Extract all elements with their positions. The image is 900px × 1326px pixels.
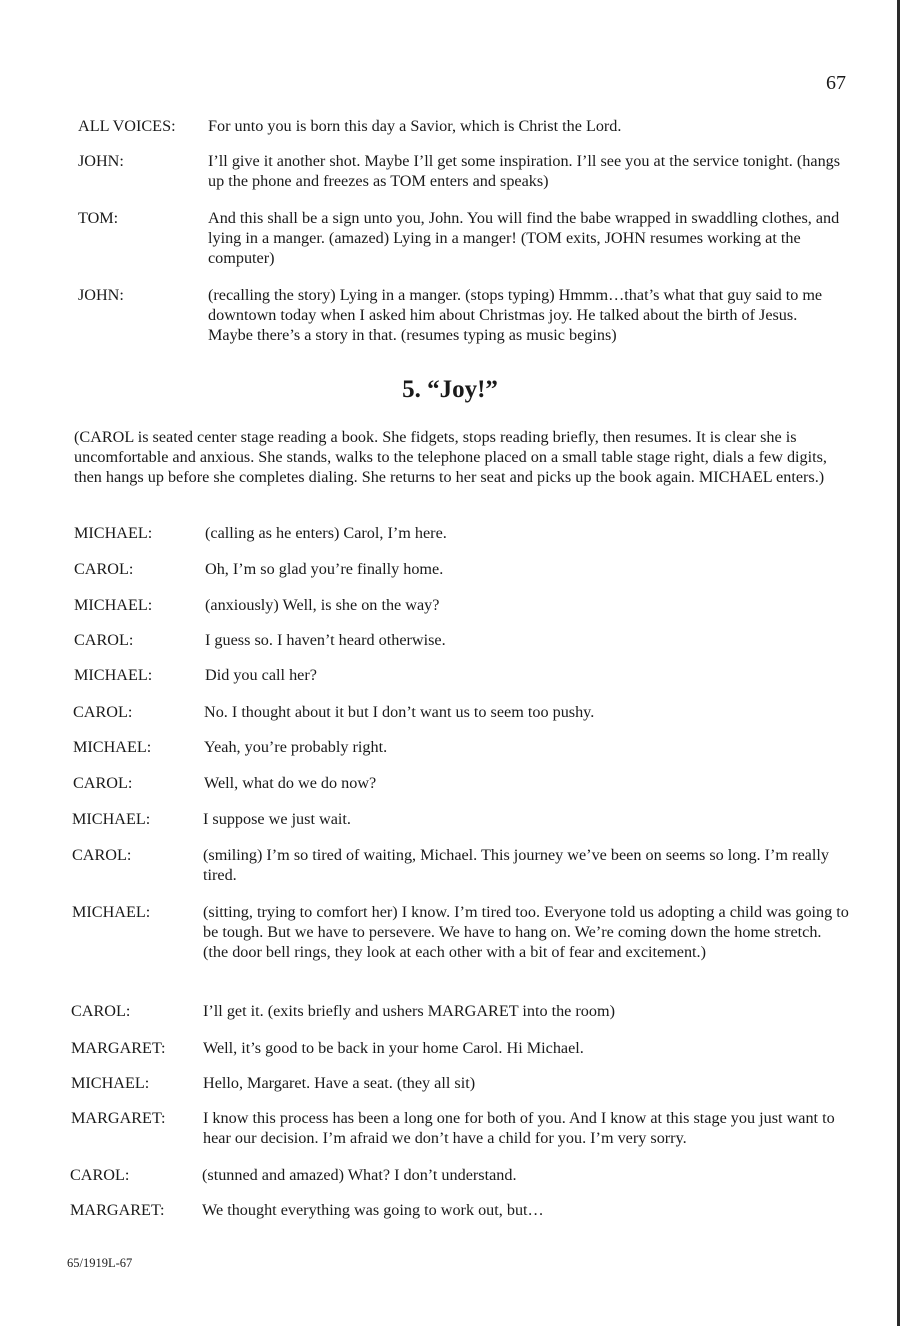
dialogue-line xyxy=(78,285,846,345)
speaker-label: MICHAEL: xyxy=(74,596,153,614)
dialogue-text: I suppose we just wait. xyxy=(203,810,351,828)
dialogue-line xyxy=(78,116,846,136)
dialogue-text: I know this process has been a long one for both of you. And I know at this stage you just want to hear our decision. I’m afraid we don’t have a child for you. I’m very sorry. xyxy=(203,1109,835,1147)
speaker-label: TOM: xyxy=(78,209,119,227)
speaker-label: CAROL: xyxy=(73,774,133,792)
dialogue-line xyxy=(72,902,850,962)
speaker-label: MARGARET: xyxy=(70,1201,165,1219)
speaker-label: MICHAEL: xyxy=(72,810,151,828)
dialogue-line xyxy=(78,151,846,191)
page-number: 67 xyxy=(826,72,846,94)
dialogue-text: Did you call her? xyxy=(205,666,317,684)
speaker-label: MARGARET: xyxy=(71,1109,166,1127)
dialogue-line xyxy=(70,1200,850,1220)
dialogue-text: (sitting, trying to comfort her) I know. I’m tired too. Everyone told us adopting a child was going to be tough. But we have to persevere. We have to hang on. We’re coming down the home stretch. (the door bell rings, they look at each other with a bit of fear and excitement.) xyxy=(203,903,849,961)
dialogue-line xyxy=(71,1073,850,1093)
speaker-label: CAROL: xyxy=(72,846,132,864)
speaker-label: JOHN: xyxy=(78,152,124,170)
speaker-label: CAROL: xyxy=(74,560,134,578)
dialogue-text: (calling as he enters) Carol, I’m here. xyxy=(205,524,447,542)
dialogue-line xyxy=(72,809,850,829)
dialogue-line xyxy=(74,559,850,579)
dialogue-text: (smiling) I’m so tired of waiting, Michael. This journey we’ve been on seems so long. I’m really tired. xyxy=(203,846,829,884)
speaker-label: JOHN: xyxy=(78,286,124,304)
dialogue-text: Oh, I’m so glad you’re finally home. xyxy=(205,560,444,578)
dialogue-text: (recalling the story) Lying in a manger. (stops typing) Hmmm…that’s what that guy said to me downtown today when I asked him about Christmas joy. He talked about the birth of Jesus. Maybe there’s a story in that. (resumes typing as music begins) xyxy=(208,286,823,344)
speaker-label: MARGARET: xyxy=(71,1039,166,1057)
dialogue-text: We thought everything was going to work out, but… xyxy=(202,1201,544,1219)
dialogue-line xyxy=(74,630,850,650)
dialogue-text: Yeah, you’re probably right. xyxy=(204,738,388,756)
dialogue-line xyxy=(71,1038,850,1058)
dialogue-line xyxy=(73,702,850,722)
speaker-label: ALL VOICES: xyxy=(78,117,176,135)
dialogue-line xyxy=(71,1001,850,1021)
speaker-label: MICHAEL: xyxy=(71,1074,150,1092)
dialogue-text: No. I thought about it but I don’t want us to seem too pushy. xyxy=(204,703,595,721)
dialogue-text: Hello, Margaret. Have a seat. (they all sit) xyxy=(203,1074,476,1092)
dialogue-line xyxy=(73,737,850,757)
dialogue-line xyxy=(72,845,850,885)
dialogue-line xyxy=(70,1165,850,1185)
dialogue-text: I guess so. I haven’t heard otherwise. xyxy=(205,631,446,649)
speaker-label: CAROL: xyxy=(74,631,134,649)
dialogue-text: And this shall be a sign unto you, John. You will find the babe wrapped in swaddling clothes, and lying in a manger. (amazed) Lying in a manger! (TOM exits, JOHN resumes working at the computer) xyxy=(208,209,840,267)
speaker-label: CAROL: xyxy=(71,1002,131,1020)
dialogue-line xyxy=(73,773,850,793)
speaker-label: CAROL: xyxy=(70,1166,130,1184)
dialogue-line xyxy=(71,1108,850,1148)
stage-direction: (CAROL is seated center stage reading a book. She fidgets, stops reading briefly, then resumes. It is clear she is uncomfortable and anxious. She stands, walks to the telephone placed on a small table stage right, dials a few digits, then hangs up before she completes dialing. She returns to her seat and picks up the book again. MICHAEL enters.) xyxy=(74,428,827,486)
dialogue-line xyxy=(74,665,850,685)
footer-code: 65/1919L-67 xyxy=(67,1256,133,1270)
speaker-label: MICHAEL: xyxy=(74,666,153,684)
speaker-label: MICHAEL: xyxy=(74,524,153,542)
scene-title: 5. “Joy!” xyxy=(402,376,498,403)
speaker-label: CAROL: xyxy=(73,703,133,721)
dialogue-line xyxy=(74,523,850,543)
dialogue-text: Well, what do we do now? xyxy=(204,774,377,792)
dialogue-text: I’ll get it. (exits briefly and ushers MARGARET into the room) xyxy=(203,1002,615,1020)
speaker-label: MICHAEL: xyxy=(73,738,152,756)
dialogue-text: For unto you is born this day a Savior, which is Christ the Lord. xyxy=(208,117,622,135)
dialogue-text: Well, it’s good to be back in your home Carol. Hi Michael. xyxy=(203,1039,584,1057)
dialogue-line xyxy=(74,595,850,615)
speaker-label: MICHAEL: xyxy=(72,903,151,921)
dialogue-text: (stunned and amazed) What? I don’t understand. xyxy=(202,1166,517,1184)
dialogue-line xyxy=(78,208,846,268)
dialogue-text: I’ll give it another shot. Maybe I’ll get some inspiration. I’ll see you at the service tonight. (hangs up the phone and freezes as TOM enters and speaks) xyxy=(208,152,841,190)
dialogue-text: (anxiously) Well, is she on the way? xyxy=(205,596,440,614)
